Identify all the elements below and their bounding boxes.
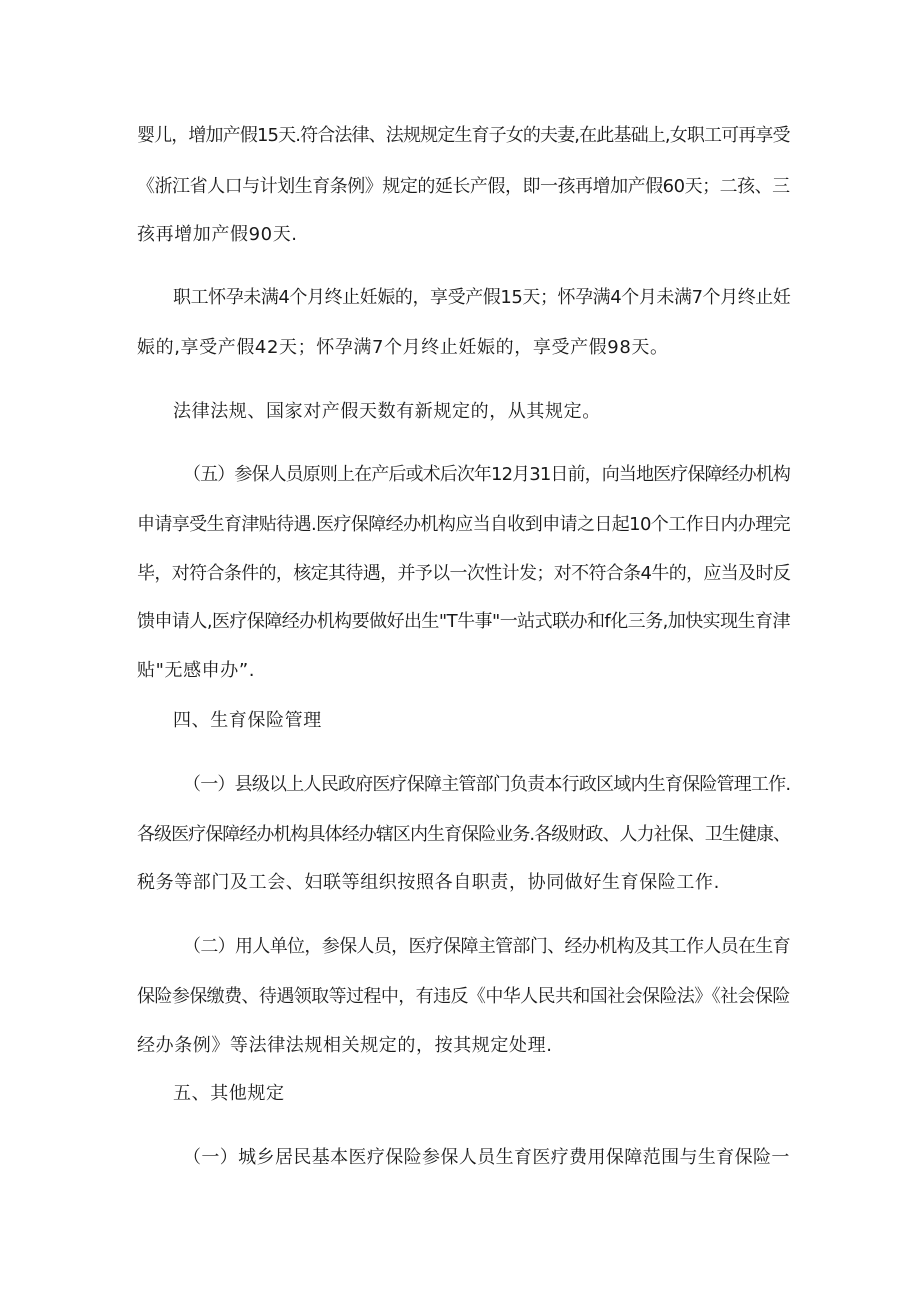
text-line: 馈申请人,医疗保障经办机构要做好出生"T牛事"一站式联办和f化三务,加快实现生育津 — [137, 611, 790, 632]
text-line: 法律法规、国家对产假天数有新规定的，从其规定。 — [173, 401, 601, 422]
text-line: 《浙江省人口与计划生育条例》规定的延长产假，即一孩再增加产假60天；二孩、三 — [137, 176, 790, 197]
section-heading: 四、生育保险管理 — [173, 710, 322, 731]
text-line: （一）城乡居民基本医疗保险参保人员生育医疗费用保障范围与生育保险一 — [183, 1147, 790, 1168]
text-line: 孩再增加产假90天. — [137, 224, 298, 245]
text-line: （一）县级以上人民政府医疗保障主管部门负责本行政区域内生育保险管理工作. — [183, 774, 791, 795]
text-line: 税务等部门及工会、妇联等组织按照各自职责，协同做好生育保险工作. — [137, 872, 720, 893]
section-heading: 五、其他规定 — [173, 1083, 285, 1104]
text-line: 申请享受生育津贴待遇.医疗保障经办机构应当自收到申请之日起10个工作日内办理完 — [137, 514, 791, 535]
text-line: 婴儿，增加产假15天.符合法律、法规规定生育子女的夫妻,在此基础上,女职工可再享受 — [137, 125, 790, 146]
text-line: （二）用人单位，参保人员，医疗保障主管部门、经办机构及其工作人员在生育 — [183, 936, 790, 957]
text-line: 各级医疗保障经办机构具体经办辖区内生育保险业务.各级财政、人力社保、卫生健康、 — [137, 824, 791, 845]
text-line: 经办条例》等法律法规相关规定的，按其规定处理. — [137, 1035, 553, 1056]
text-line: 职工怀孕未满4个月终止妊娠的，享受产假15天；怀孕满4个月未满7个月终止妊 — [173, 287, 791, 308]
text-line: 娠的,享受产假42天；怀孕满7个月终止妊娠的，享受产假98天。 — [137, 337, 669, 358]
text-line: 保险参保缴费、待遇领取等过程中，有违反《中华人民共和国社会保险法》《社会保险 — [137, 986, 790, 1007]
text-line: 贴"无感申办”. — [137, 660, 256, 681]
text-line: （五）参保人员原则上在产后或术后次年12月31日前，向当地医疗保障经办机构 — [183, 464, 791, 485]
text-line: 毕，对符合条件的，核定其待遇，并予以一次性计发；对不符合条4牛的，应当及时反 — [137, 563, 791, 584]
